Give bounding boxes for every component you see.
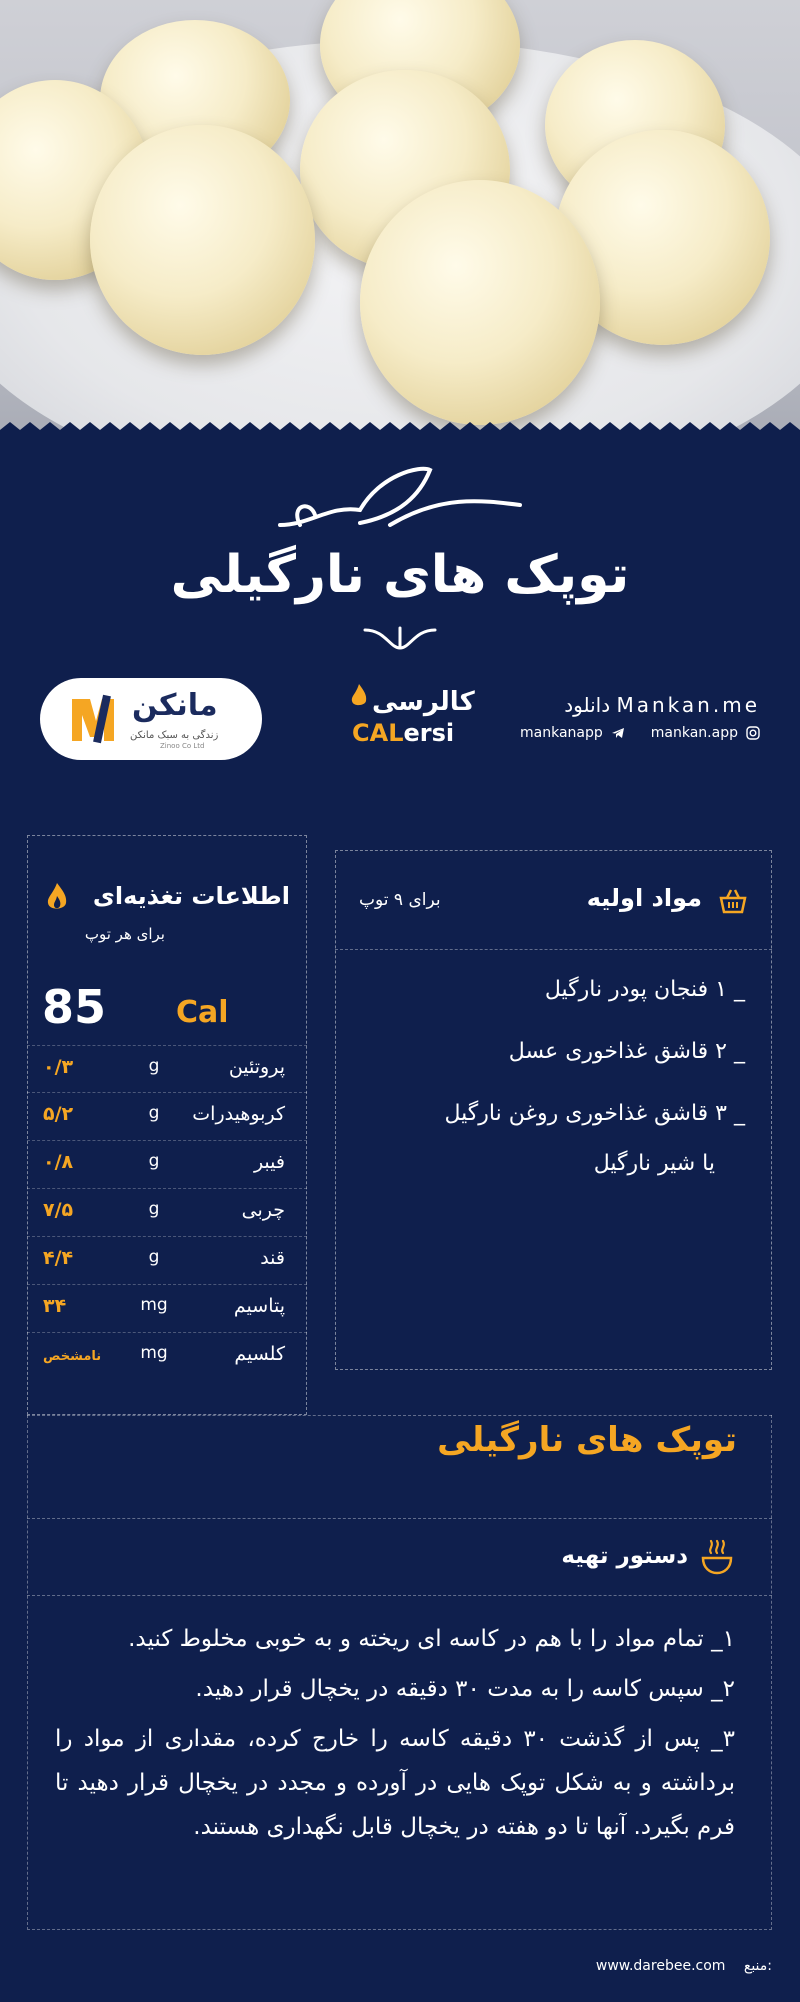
nutrient-name: پروتئین bbox=[228, 1056, 285, 1078]
ingredients-list bbox=[360, 975, 745, 1189]
nutrition-subtitle: برای هر توپ bbox=[84, 925, 165, 943]
nutrient-name: کربوهیدرات bbox=[192, 1103, 285, 1125]
nutrition-row bbox=[27, 1237, 307, 1285]
mankan-logo-badge[interactable] bbox=[40, 678, 262, 760]
recipe-step: ۲_ سپس کاسه را به مدت ۳۰ دقیقه در یخچال قرار دهید. bbox=[195, 1676, 735, 1702]
nutrition-row bbox=[27, 1093, 307, 1141]
hero-photo bbox=[0, 0, 800, 440]
nutrient-unit: g bbox=[148, 1199, 160, 1219]
source-label: منبع: bbox=[743, 1958, 772, 1974]
steps-list bbox=[55, 1617, 735, 1857]
ingredient-item bbox=[360, 1099, 745, 1189]
nutrient-unit: g bbox=[148, 1103, 160, 1123]
nutrition-row bbox=[27, 1141, 307, 1189]
ingredients-header bbox=[335, 860, 772, 950]
social-links bbox=[510, 725, 760, 741]
nutrition-table bbox=[27, 1045, 307, 1389]
nutrition-row bbox=[27, 1045, 307, 1093]
calories-unit: Cal bbox=[176, 995, 229, 1030]
ingredient-item: _ ۱ فنجان پودر نارگیل bbox=[544, 977, 745, 1002]
leaf-ornament-icon bbox=[270, 465, 530, 545]
recipe-step: ۱_ تمام مواد را با هم در کاسه ای ریخته و به خوبی مخلوط کنید. bbox=[128, 1626, 735, 1652]
nutrient-name: قند bbox=[260, 1247, 285, 1269]
recipe-step: ۳_ پس از گذشت ۳۰ دقیقه کاسه را خارج کرده، مقداری از مواد را برداشته و به شکل توپک هایی در آورده و مجدد در یخچال قرار دهید تا فرم بگیرد. آنها تا دو هفته در یخچال قابل نگهداری هستند. bbox=[55, 1726, 735, 1840]
instagram-icon[interactable] bbox=[746, 726, 760, 740]
recipe-title: توپک های نارگیلی bbox=[437, 1420, 737, 1460]
divider bbox=[27, 1518, 772, 1519]
telegram-icon[interactable] bbox=[611, 726, 625, 740]
nutrient-value: ۰/۸ bbox=[43, 1151, 74, 1173]
nutrition-row bbox=[27, 1285, 307, 1333]
ingredient-line: _ ۳ قاشق غذاخوری روغن نارگیل bbox=[444, 1101, 745, 1126]
instagram-handle[interactable]: mankan.app bbox=[650, 725, 738, 741]
nutrient-unit: mg bbox=[140, 1343, 168, 1363]
calersi-en bbox=[352, 719, 454, 747]
mankan-logo-icon bbox=[68, 691, 118, 747]
nutrient-unit: g bbox=[148, 1247, 160, 1267]
divider bbox=[27, 1595, 772, 1596]
source-line bbox=[582, 1958, 772, 1974]
nutrient-value: ۴/۴ bbox=[43, 1247, 74, 1269]
source-site[interactable]: www.darebee.com bbox=[595, 1958, 726, 1974]
divider bbox=[27, 1415, 772, 1416]
nutrition-row bbox=[27, 1189, 307, 1237]
coconut-ball bbox=[360, 180, 600, 425]
preparation-label: دستور تهیه bbox=[561, 1543, 688, 1569]
calersi-logo[interactable] bbox=[350, 683, 475, 753]
basket-icon bbox=[718, 886, 748, 916]
ingredient-item: _ ۲ قاشق غذاخوری عسل bbox=[508, 1039, 745, 1064]
nutrition-title: اطلاعات تغذیه‌ای bbox=[92, 882, 290, 910]
calersi-en-b: ersi bbox=[403, 719, 455, 747]
telegram-handle[interactable]: mankanapp bbox=[520, 725, 603, 741]
nutrition-row bbox=[27, 1333, 307, 1389]
nutrient-value: نامشخص bbox=[43, 1349, 102, 1364]
brand-company: Zinoo Co Ltd bbox=[160, 742, 205, 750]
flame-icon bbox=[45, 882, 69, 912]
nutrient-name: چربی bbox=[241, 1199, 285, 1221]
calersi-fa: کالرسی bbox=[372, 687, 475, 717]
ingredients-title: مواد اولیه bbox=[586, 884, 702, 912]
brand-tagline: زندگی به سبک مانکن bbox=[130, 730, 219, 741]
nutrient-name: فیبر bbox=[253, 1151, 285, 1173]
nutrient-name: پتاسیم bbox=[233, 1295, 285, 1317]
bottom-ornament-icon bbox=[360, 620, 440, 656]
calersi-en-a: CAL bbox=[352, 719, 404, 747]
flame-icon bbox=[350, 683, 368, 709]
coconut-ball bbox=[90, 125, 315, 355]
nutrient-value: ۳۴ bbox=[43, 1295, 67, 1317]
brand-name: مانکن bbox=[132, 688, 218, 723]
nutrient-unit: mg bbox=[140, 1295, 168, 1315]
ingredient-line: یا شیر نارگیل bbox=[593, 1151, 715, 1176]
nutrient-value: ۰/۳ bbox=[43, 1056, 74, 1078]
nutrient-unit: g bbox=[148, 1056, 160, 1076]
download-line[interactable]: دانلود Mankan.me bbox=[564, 693, 760, 717]
nutrient-value: ۷/۵ bbox=[43, 1199, 74, 1221]
nutrient-unit: g bbox=[148, 1151, 160, 1171]
ingredients-servings: برای ۹ توپ bbox=[359, 890, 441, 910]
bowl-steam-icon bbox=[700, 1538, 734, 1576]
nutrient-value: ۵/۲ bbox=[43, 1103, 74, 1125]
calories-value: 85 bbox=[42, 980, 107, 1034]
nutrient-name: کلسیم bbox=[234, 1343, 285, 1365]
page-title: توپک های نارگیلی bbox=[170, 545, 630, 605]
zigzag-edge bbox=[0, 420, 800, 450]
